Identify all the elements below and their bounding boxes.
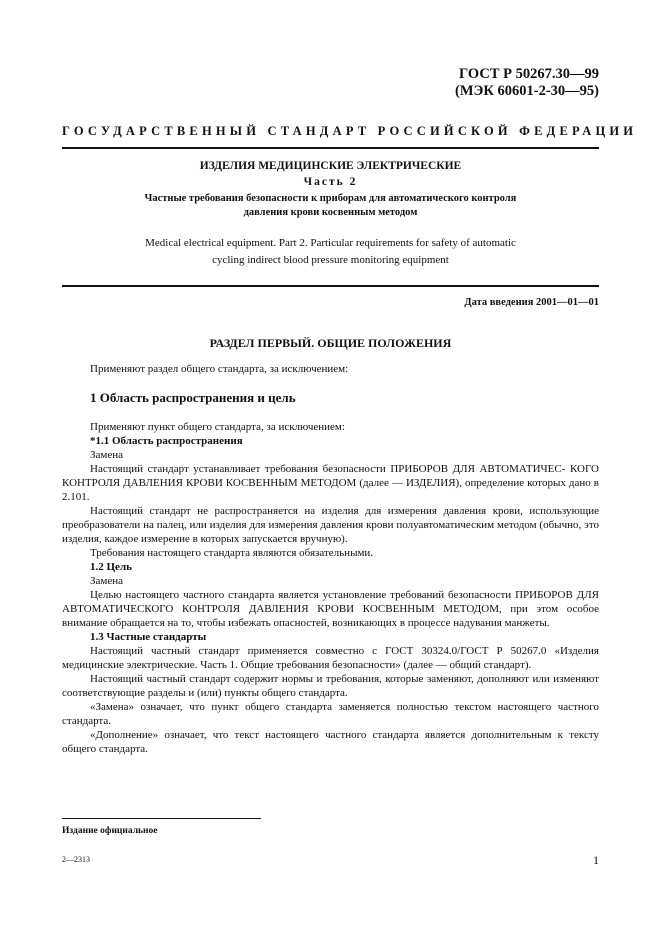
clause-1-heading: 1 Область распространения и цель: [90, 390, 296, 405]
subclause-1-3-paragraph-4: «Дополнение» означает, что текст настоящего частного стандарта является дополнительным к тексту общего стандарта.: [62, 729, 599, 755]
title-subtitle: [62, 192, 599, 220]
top-divider: [62, 147, 599, 149]
english-line-1: Medical electrical equipment. Part 2. Particular requirements for safety of automatic: [145, 237, 516, 249]
print-code: 2—2313: [62, 855, 90, 864]
gost-code: ГОСТ Р 50267.30—99: [459, 66, 599, 82]
subclause-1-1-paragraph-2: Настоящий стандарт не распространяется на изделия для измерения давления крови, использующие преобразователи на палец, или изделия для измерения давления крови полуавтоматическим методом (обычно, это изделия, каждое измерение в которых запускается вручную).: [62, 505, 599, 545]
subclause-1-3-paragraph-3: «Замена» означает, что пункт общего стандарта заменяется полностью текстом настоящего частного стандарта.: [62, 701, 599, 727]
title-main: ИЗДЕЛИЯ МЕДИЦИНСКИЕ ЭЛЕКТРИЧЕСКИЕ: [199, 160, 462, 172]
subclause-1-3-paragraph-2: Настоящий частный стандарт содержит нормы и требования, которые заменяют, дополняют или изменяют соответствующие разделы и (или) пункты общего стандарта.: [62, 673, 599, 699]
subclause-1-3-heading: 1.3 Частные стандарты: [90, 631, 207, 643]
intro-date: Дата введения 2001—01—01: [464, 297, 599, 308]
subclause-1-2-heading: 1.2 Цель: [90, 561, 132, 573]
clause-1-body: [62, 420, 599, 756]
section-intro: Применяют раздел общего стандарта, за исключением:: [90, 363, 349, 375]
subclause-1-2-paragraph-1: Целью настоящего частного стандарта является установление требований безопасности ПРИБОРОВ ДЛЯ АВТОМАТИЧЕСКОГО КОНТРОЛЯ ДАВЛЕНИЯ КРОВИ КОСВЕННЫМ МЕТОДОМ, при этом особое внимание обращается на то, чтобы избежать опасностей, возникающих в процессе надувания манжеты.: [62, 589, 599, 629]
subclause-1-2-replace: Замена: [90, 575, 124, 587]
subtitle-line-1: Частные требования безопасности к приборам для автоматического контроля: [144, 193, 517, 204]
state-standard-banner: ГОСУДАРСТВЕННЫЙ СТАНДАРТ РОССИЙСКОЙ ФЕДЕРАЦИИ: [62, 124, 638, 138]
subtitle-line-2: давления крови косвенным методом: [243, 207, 418, 218]
footer-divider: [62, 818, 261, 819]
clause-1-applies: Применяют пункт общего стандарта, за исключением:: [90, 421, 345, 433]
english-line-2: cycling indirect blood pressure monitoring equipment: [212, 254, 449, 266]
edition-label: Издание официальное: [62, 826, 158, 836]
iec-code: (МЭК 60601-2-30—95): [455, 83, 599, 99]
page-number: 1: [593, 853, 599, 867]
bottom-divider: [62, 285, 599, 287]
section-title: РАЗДЕЛ ПЕРВЫЙ. ОБЩИЕ ПОЛОЖЕНИЯ: [209, 336, 452, 350]
subclause-1-1-paragraph-3: Требования настоящего стандарта являются обязательными.: [90, 547, 374, 559]
title-english: [62, 235, 599, 269]
title-part: Часть 2: [303, 176, 358, 188]
subclause-1-1-replace: Замена: [90, 449, 124, 461]
subclause-1-3-paragraph-1: Настоящий частный стандарт применяется совместно с ГОСТ 30324.0/ГОСТ Р 50267.0 «Изделия медицинские электрические. Часть 1. Общие требования безопасности» (далее — общий стандарт).: [62, 645, 599, 671]
subclause-1-1-paragraph-1: Настоящий стандарт устанавливает требования безопасности ПРИБОРОВ ДЛЯ АВТОМАТИЧЕС- КОГО КОНТРОЛЯ ДАВЛЕНИЯ КРОВИ КОСВЕННЫМ МЕТОДОМ (далее — ИЗДЕЛИЯ), определение которых дано в 2.101.: [62, 463, 599, 503]
subclause-1-1-heading: *1.1 Область распространения: [90, 435, 243, 447]
document-code: [455, 66, 599, 100]
